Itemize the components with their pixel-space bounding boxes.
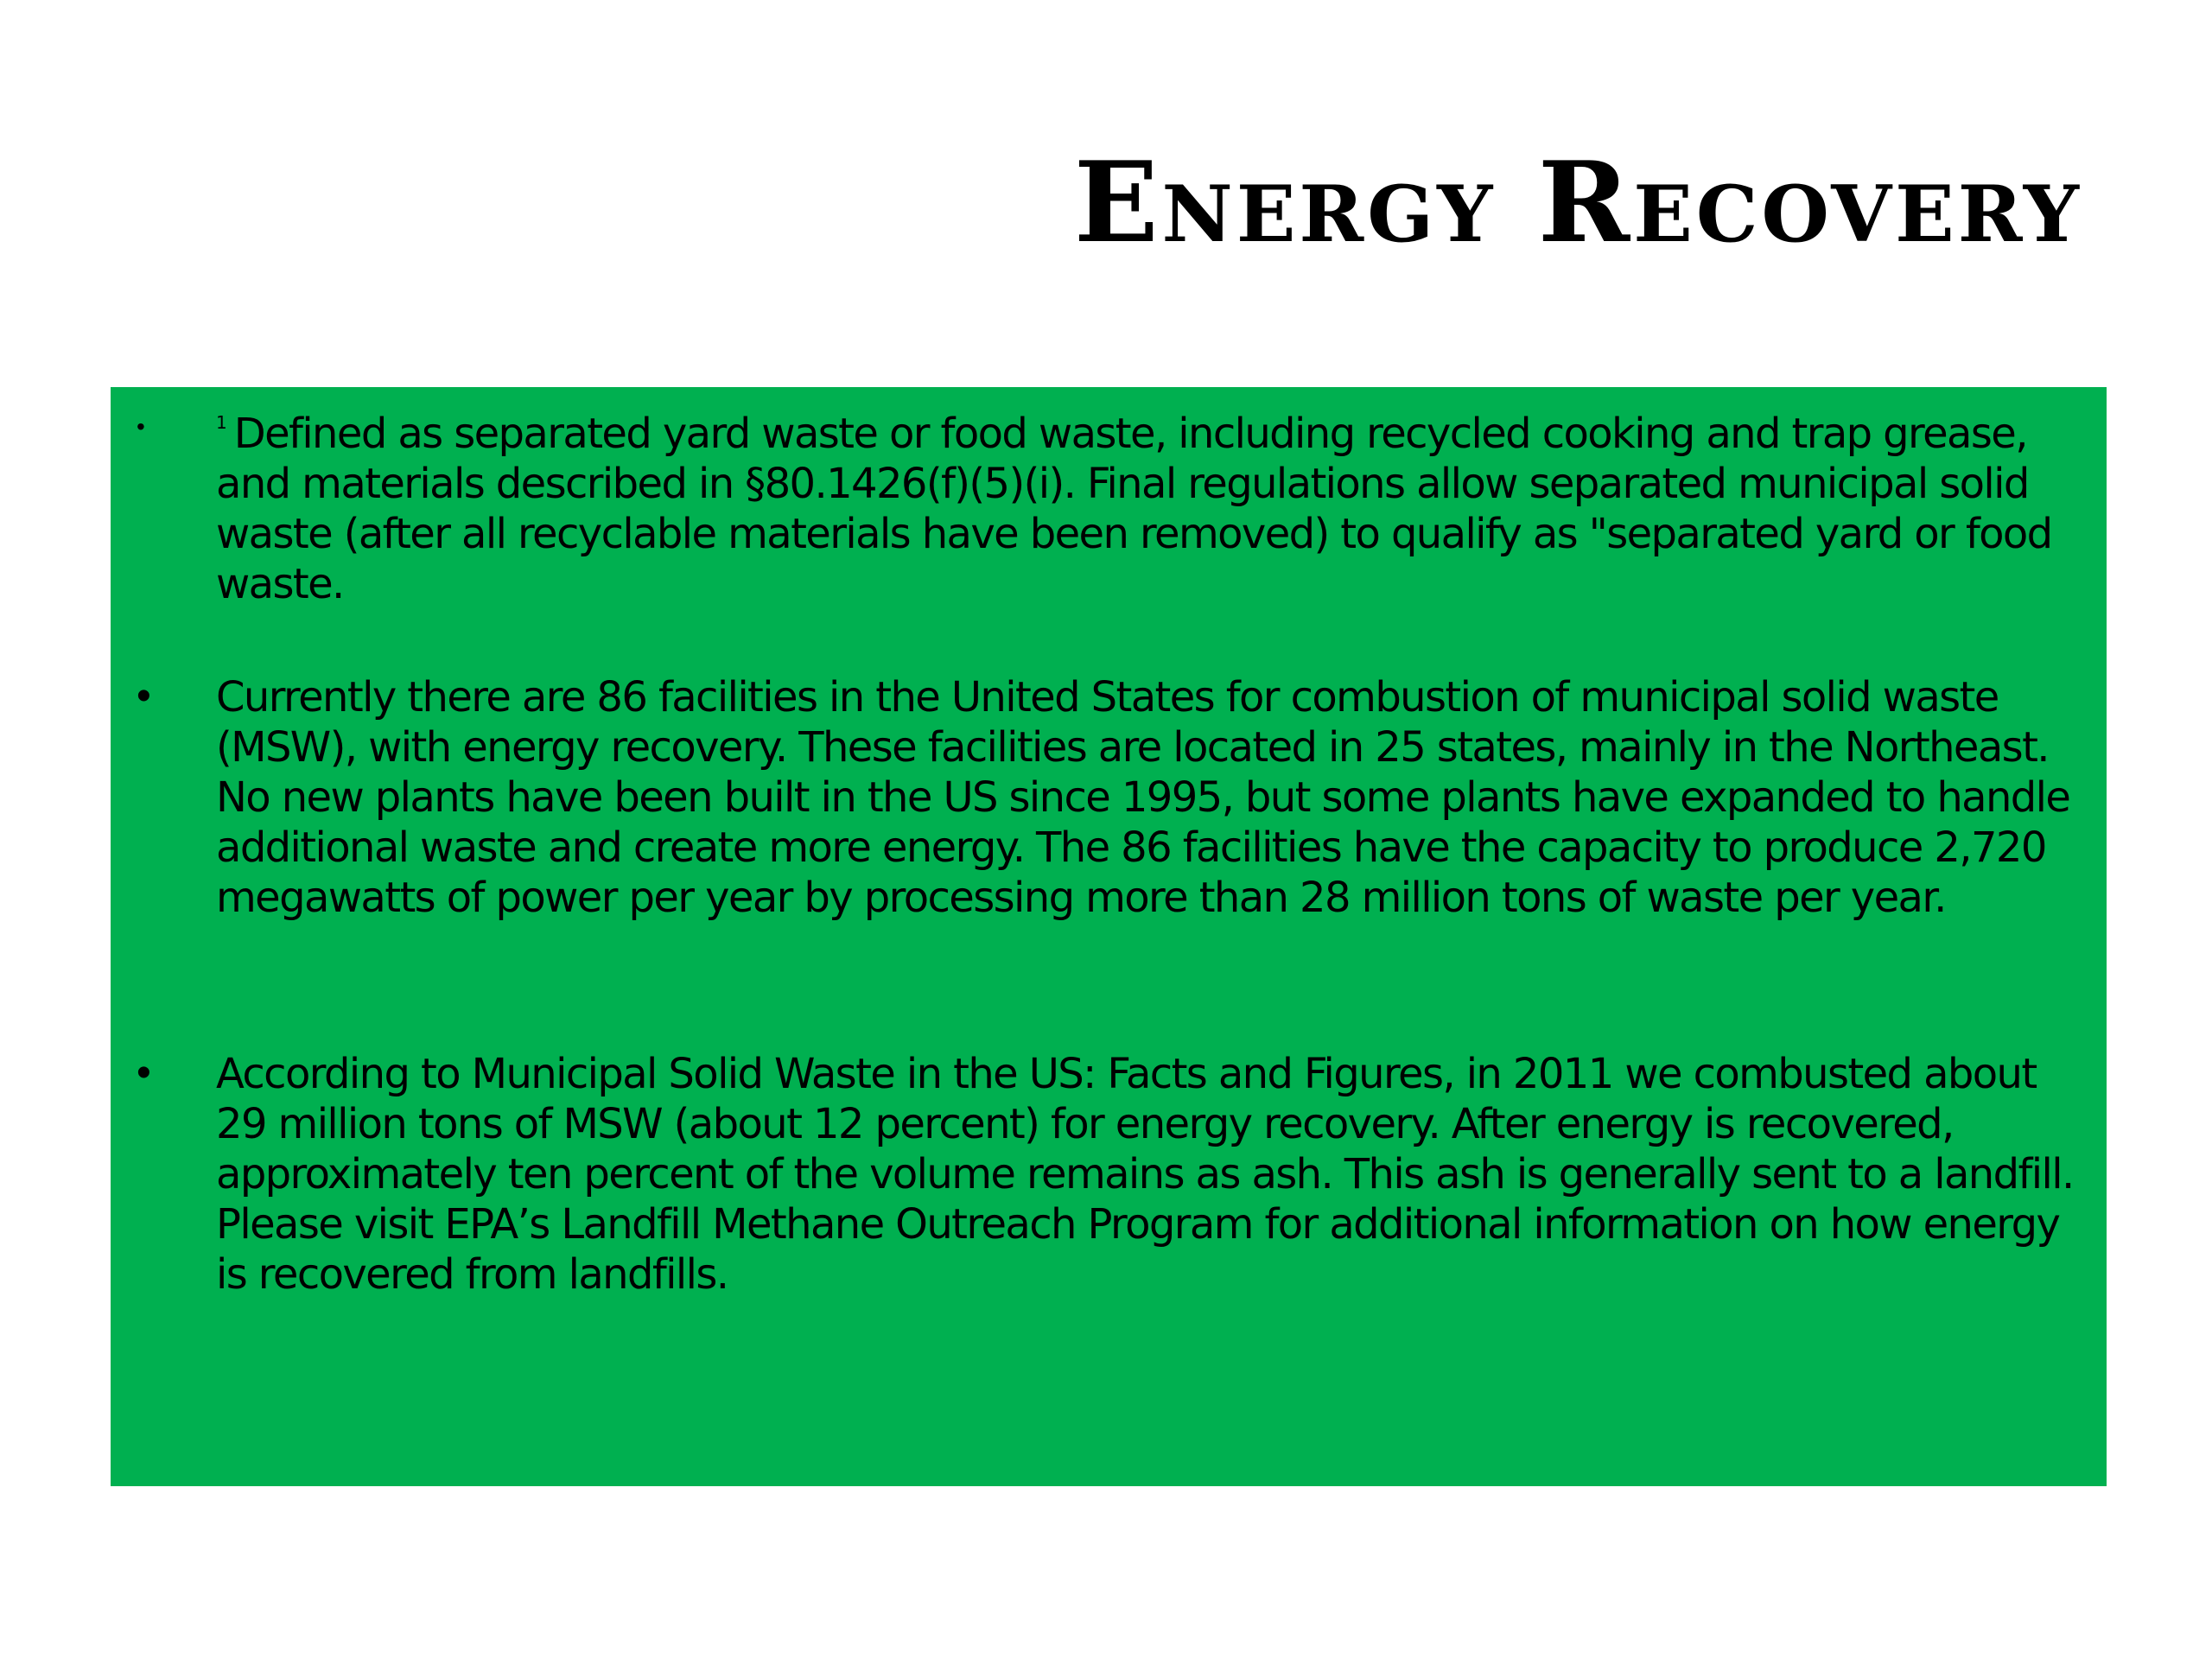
bullet-marker: •	[137, 1050, 151, 1096]
bullet-text	[216, 397, 2082, 609]
bullet-text: According to Municipal Solid Waste in the US: Facts and Figures, in 2011 we combusted about 29 million tons of MSW (about 12 percent) for energy recovery. After energy is recovered, approximately ten percent of the volume remains as ash. This ash is generally sent to a landfill. Please visit EPA’s Landfill Methane Outreach Program for additional information on how energy is recovered from landfills.	[216, 1050, 2074, 1299]
slide-title: Energy Recovery	[1073, 138, 2082, 268]
bullet-marker: •	[137, 413, 145, 440]
bullet-text: Currently there are 86 facilities in the United States for combustion of municipal solid waste (MSW), with energy recovery. These facilities are located in 25 states, mainly in the Northeast. No new plants have been built in the US since 1995, but some plants have expanded to handle additional waste and create more energy. The 86 facilities have the capacity to produce 2,720 megawatts of power per year by processing more than 28 million tons of waste per year.	[216, 673, 2070, 922]
footnote-marker: 1	[216, 412, 227, 433]
content-panel	[111, 387, 2107, 1486]
bullet-text-body: Defined as separated yard waste or food waste, including recycled cooking and trap grease, and materials described in §80.1426(f)(5)(i). Final regulations allow separated municipal solid waste (after all recyclable materials have been removed) to qualify as "separated yard or food waste.	[216, 410, 2052, 608]
bullet-marker: •	[137, 673, 151, 719]
